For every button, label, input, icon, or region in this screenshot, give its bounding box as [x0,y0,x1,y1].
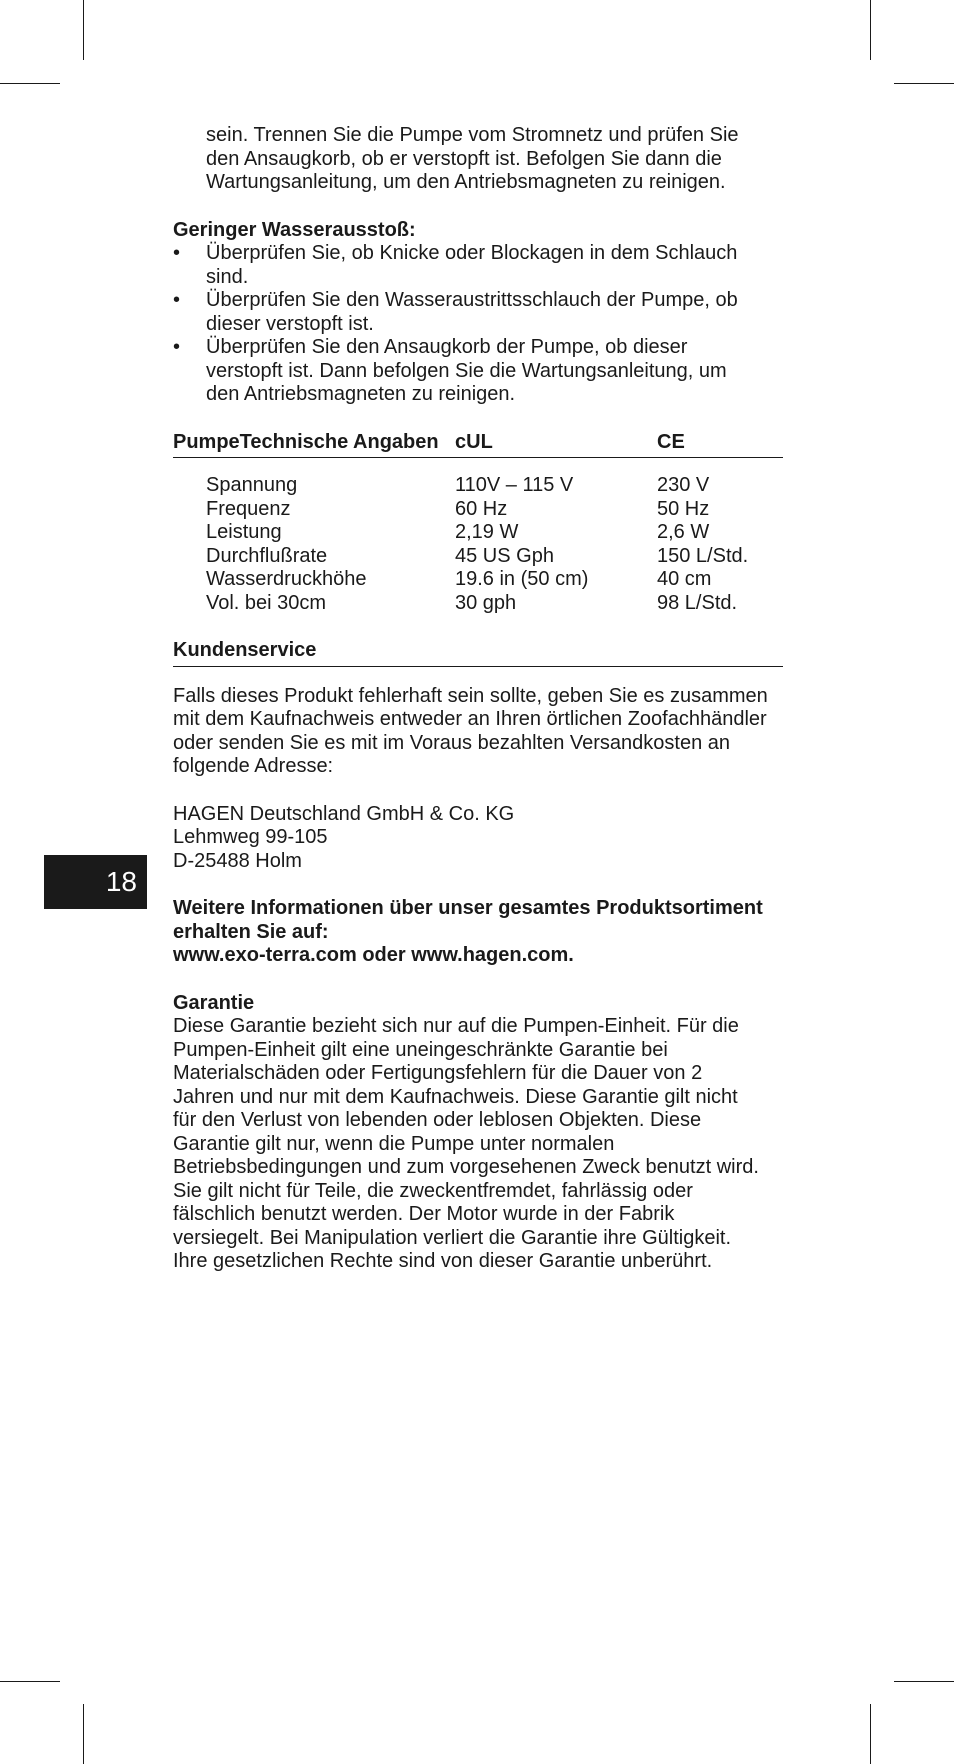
spec-header-ce: CE [657,430,685,453]
spec-ce-value: 40 cm [657,568,712,590]
more-info-block [173,897,783,968]
address-block [173,803,783,874]
crop-mark-top-left-h [0,83,60,84]
intro-line: sein. Trennen Sie die Pumpe vom Stromnetz und prüfen Sie [206,124,739,146]
warranty-heading: Garantie [173,991,255,1014]
spec-table-header [173,431,783,459]
spec-cul-value: 30 gph [455,591,517,614]
intro-line: den Ansaugkorb, ob er verstopft ist. Befolgen Sie dann die [206,147,722,170]
spec-ce-value: 50 Hz [657,497,710,520]
spec-label: Leistung [206,521,282,543]
crop-mark-bottom-left-h [0,1681,60,1682]
intro-paragraph [173,124,783,195]
spec-ce-value: 150 L/Std. [657,544,749,567]
spec-cul-value: 60 Hz [455,497,508,520]
warranty-text: Diese Garantie bezieht sich nur auf die Pumpen-Einheit. Für die Pumpen-Einheit gilt eine uneingeschränkte Garantie bei Materialschäden oder Fertigungsfehlern für die Dauer von 2 Jahren und nur mit dem Kaufnachweis. Diese Garantie gilt nicht für den Verlust von lebenden oder leblosen Objekten. Diese Garantie gilt nur, wenn die Pumpe unter normalen Betriebsbedingungen und zum vorgesehenen Zweck benutzt wird. Sie gilt nicht für Teile, die zweckentfremdet, fahrlässig oder fälschlich benutzt werden. Der Motor wurde in der Fabrik versiegelt. Bei Manipulation verliert die Garantie ihre Gültigkeit. Ihre gesetzlichen Rechte sind von dieser Garantie unberührt. [173,1015,759,1272]
page-number: 18 [44,855,147,909]
spec-label: Spannung [206,474,298,496]
list-item: • Überprüfen Sie den Ansaugkorb der Pumpe, ob dieser verstopft ist. Dann befolgen Sie die Wartungsanleitung, um den Antriebsmagneten zu reinigen. [173,336,783,407]
spec-cul-value: 2,19 W [455,521,519,543]
spec-cul-value: 110V – 115 V [455,474,574,496]
crop-mark-bottom-right-h [894,1681,954,1682]
list-item: • Überprüfen Sie, ob Knicke oder Blockagen in dem Schlauch sind. [173,242,783,289]
spec-label: Durchflußrate [206,544,328,567]
crop-mark-top-right-h [894,83,954,84]
spec-label: Vol. bei 30cm [206,591,327,614]
spec-header-cul: cUL [455,430,493,453]
low-output-list [173,242,783,407]
website-links[interactable]: www.exo-terra.com oder www.hagen.com. [173,944,574,966]
spec-header-label: PumpeTechnische Angaben [173,430,439,453]
spec-table [173,474,783,615]
crop-mark-top-left-v [83,0,84,60]
spec-label: Wasserdruckhöhe [206,568,367,590]
spec-cul-value: 45 US Gph [455,544,554,567]
crop-mark-top-right-v [870,0,871,60]
page-content [173,124,783,1274]
crop-mark-bottom-right-v [870,1704,871,1764]
address-line: Lehmweg 99-105 [173,826,328,848]
intro-line: Wartungsanleitung, um den Antriebsmagneten zu reinigen. [206,171,726,193]
spec-ce-value: 2,6 W [657,521,710,543]
spec-cul-value: 19.6 in (50 cm) [455,568,589,590]
more-info-line: Weitere Informationen über unser gesamtes Produktsortiment [173,897,763,919]
list-item: • Überprüfen Sie den Wasseraustrittsschlauch der Pumpe, ob dieser verstopft ist. [173,289,783,336]
low-output-heading: Geringer Wasserausstoß: [173,218,416,241]
crop-mark-bottom-left-v [83,1704,84,1764]
spec-label: Frequenz [206,497,291,520]
address-line: HAGEN Deutschland GmbH & Co. KG [173,802,515,825]
spec-ce-value: 230 V [657,474,710,496]
customer-service-heading: Kundenservice [173,639,783,667]
spec-ce-value: 98 L/Std. [657,591,738,614]
address-line: D-25488 Holm [173,849,302,872]
more-info-line: erhalten Sie auf: [173,920,329,943]
customer-service-text: Falls dieses Produkt fehlerhaft sein sollte, geben Sie es zusammen mit dem Kaufnachweis entweder an Ihren örtlichen Zoofachhändler oder senden Sie es mit im Voraus bezahlten Versandkosten an folgende Adresse: [173,684,768,777]
